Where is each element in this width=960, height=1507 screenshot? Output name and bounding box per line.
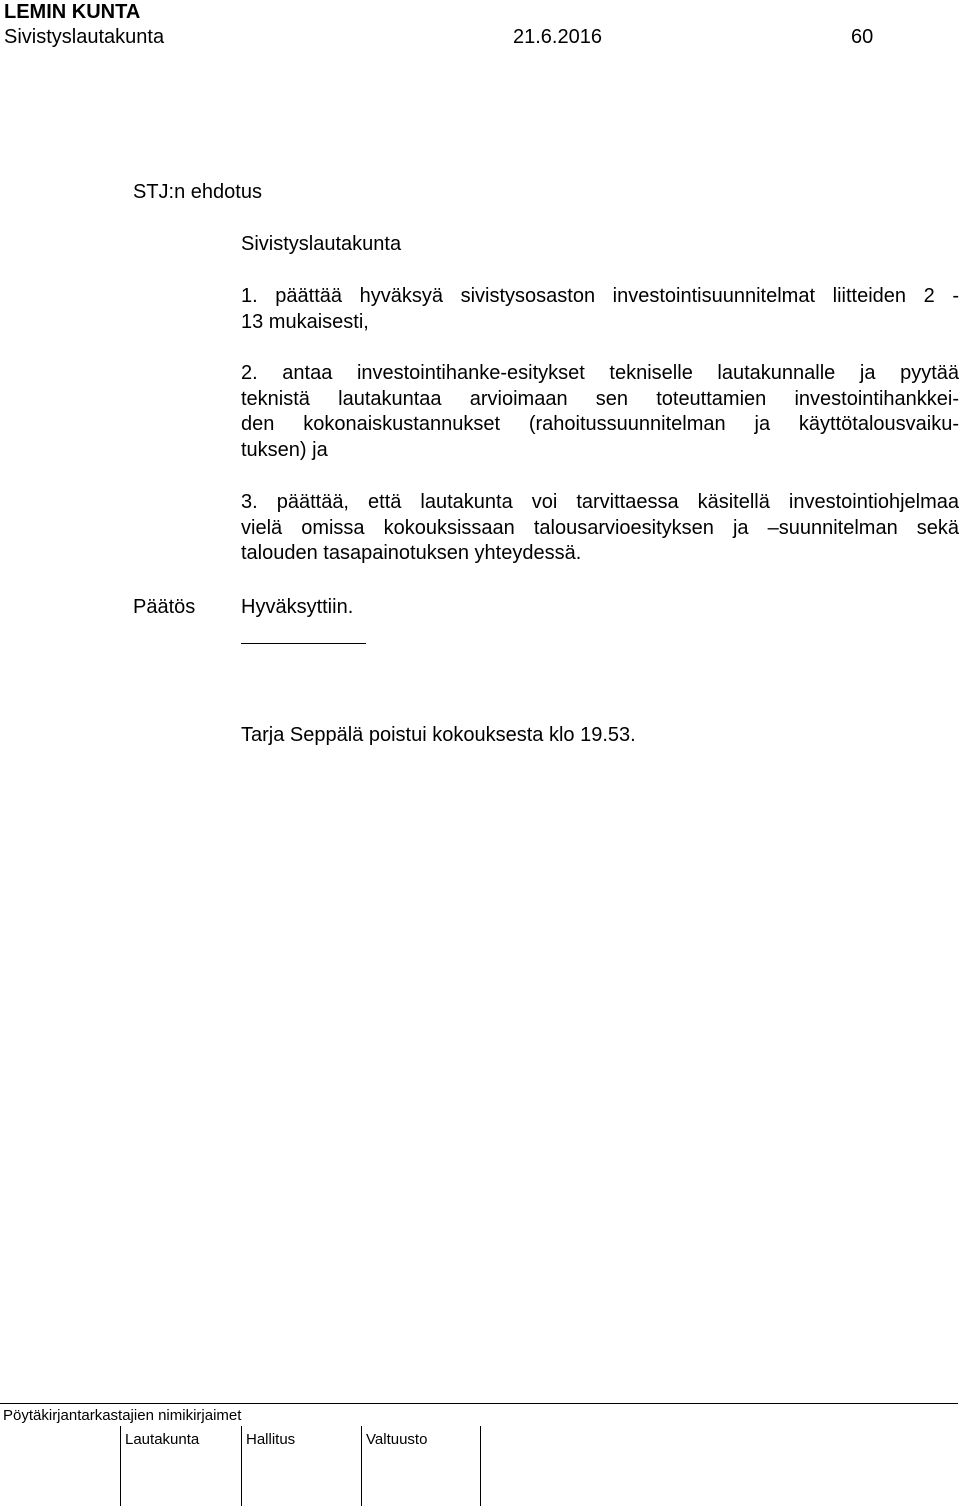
proposal-item-2-line: den kokonaiskustannukset (rahoitussuunnitelman ja käyttötalousvaiku- <box>241 413 959 435</box>
committee-name: Sivistyslautakunta <box>4 26 165 48</box>
organization-name: LEMIN KUNTA <box>4 1 141 23</box>
footer-divider <box>0 1403 958 1404</box>
proposal-item-3-line: talouden tasapainotuksen yhteydessä. <box>241 542 582 564</box>
proposal-committee: Sivistyslautakunta <box>241 233 402 255</box>
decision-underline <box>241 643 366 644</box>
footer-column-valtuusto: Valtuusto <box>366 1431 428 1448</box>
proposal-item-1 <box>241 284 959 335</box>
proposal-item-2-line: 2. antaa investointihanke-esitykset tekniselle lautakunnalle ja pyytää <box>241 362 959 384</box>
proposal-item-3 <box>241 490 959 567</box>
page-number: 60 <box>851 26 874 48</box>
proposal-item-3-line: vielä omissa kokouksissaan talousarvioesityksen ja –suunnitelman sekä <box>241 516 959 539</box>
proposal-item-3-line: 3. päättää, että lautakunta voi tarvittaessa käsitellä investointiohjelmaa <box>241 491 959 513</box>
meeting-note: Tarja Seppälä poistui kokouksesta klo 19.53. <box>241 724 636 746</box>
proposal-item-2-line: teknistä lautakuntaa arvioimaan sen toteuttamien investointihankkei- <box>241 387 959 410</box>
footer-column-divider <box>241 1426 242 1506</box>
meeting-date: 21.6.2016 <box>513 26 602 48</box>
footer-title: Pöytäkirjantarkastajien nimikirjaimet <box>3 1407 242 1424</box>
decision-label: Päätös <box>133 596 196 618</box>
proposal-label: STJ:n ehdotus <box>133 181 262 203</box>
proposal-item-2-line: tuksen) ja <box>241 438 328 461</box>
footer-column-divider <box>480 1426 481 1506</box>
footer-column-divider <box>361 1426 362 1506</box>
decision-text: Hyväksyttiin. <box>241 596 354 618</box>
proposal-item-1-line: 13 mukaisesti, <box>241 310 369 333</box>
footer-column-hallitus: Hallitus <box>246 1431 296 1448</box>
proposal-item-2 <box>241 361 959 463</box>
footer-column-lautakunta: Lautakunta <box>125 1431 200 1448</box>
footer-column-divider <box>120 1426 121 1506</box>
proposal-item-1-line: 1. päättää hyväksyä sivistysosaston investointisuunnitelmat liitteiden 2 - <box>241 285 959 307</box>
